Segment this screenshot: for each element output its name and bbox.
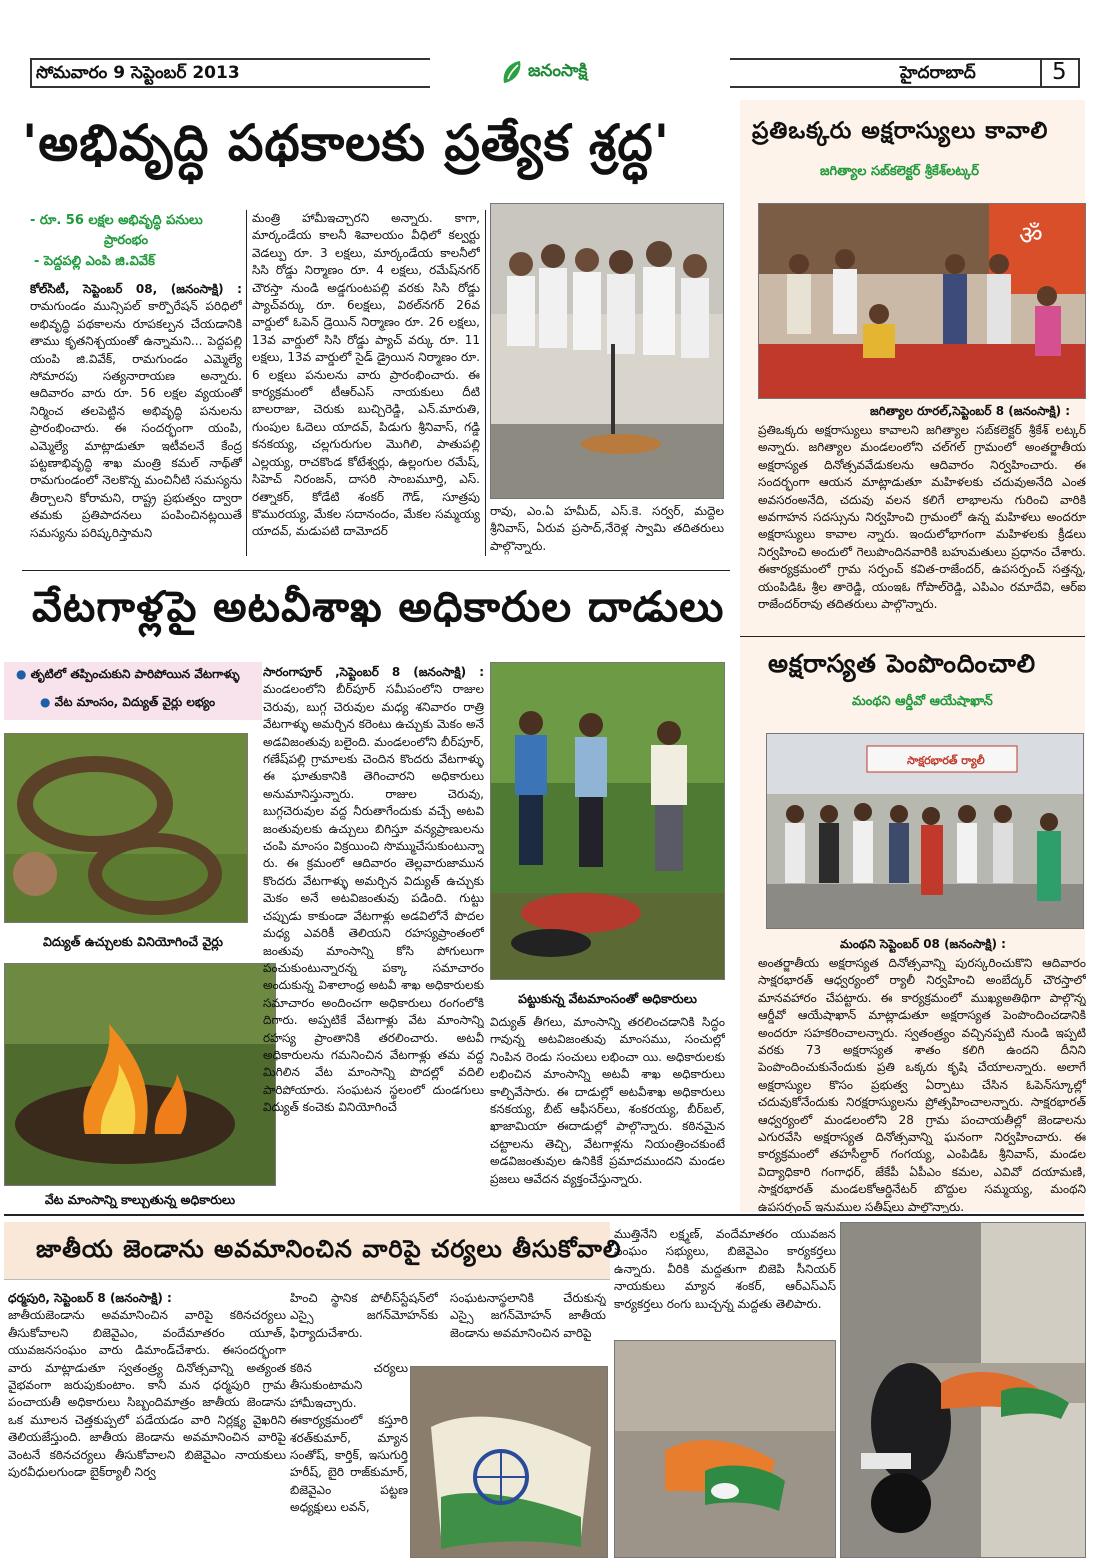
- story5-column-2b: సంఘటనాస్థలానికి చేరుకున్న ఎస్సై జగన్‌మోహన్ జాతీయ జెండాను అవమానించిన వారిపై: [450, 1291, 606, 1340]
- logo-emblem-icon: [500, 59, 526, 87]
- story2-body: ప్రతిఒక్కరు అక్షరాస్యులు కావాలని జగిత్యాల సబ్‌కలెక్టర్ శ్రీకేశ్ లట్కర్ అన్నారు. జగిత్యాల మండలంలోని చల్‌గల్ గ్రామంలో అంతర్జాతీయ అక్షరాస్యత దినోత్సవవేడుకలను ఆదివారం నిర్వహించారు. ఈ సందర్భంగా ఆయన మాట్లాడుతూ మహిళలకు చదువుఅనేది ఎంత అవసరంఅనేది, చదువు వలన కలిగే లాభాలను గురించి వారికి అవగాహన సదస్సును నిర్వహించి గ్రామంలో ఉన్న మహిళలు అందరూ అక్షరాస్యులు కావాల న్నారు. ఇందులోభాగంగా మహిళలకు క్రీడలు నిర్వహించి అందులో గెలుపొందినవారికి బహుమతులు ప్రధానం చేశారు. ఈకార్యక్రమంలో గ్రామ సర్పంచ్ కవిత-రాజేందర్, ఉపసర్పంచ్ సత్తన్న, యంపిడిఓ శ్రీల తారెడ్డి, యంఇఓ గోపాల్‌రెడ్డి, ఎపిఎం రమాదేవి, ఆర్‌ఐ రాజేందర్‌రావు తదితరులు పాల్గొన్నారు.: [758, 423, 1086, 612]
- photo-flag-in-trash-2: [614, 1340, 836, 1558]
- story5-text-1: జాతీయజెండాను అవమానించిన వారిపై కఠినచర్యలు తీసుకోవాలని బిజెవైఎం, వందేమాతరం యూత్, యువజనసంఘం వారు డిమాండ్‌చేశారు. ఈసందర్భంగా వారు మాట్లాడుతూ స్వతంత్ర్య దినోత్సవాన్ని అత్యంత వైభవంగా జరుపుకుంటాం. కానీ మన ధర్మపురి గ్రామ పంచాయతీ అధికారులు సిబ్బందిమాత్రం జాతీయ జెండాను ఒక మూలన చెత్తకుప్పలో పడేయడం వారి నిర్లక్ష్య వైఖరిని తెలియజేస్తుంది. జాతీయ జెండాను అవమానించిన వారిపై వెంటనే కఠినచర్యలు తీసుకోవాలని బిజెవైఎం నాయకులు పురవీధులగుండా బైక్‌ర్యాలీ నిర్వ: [8, 1308, 286, 1480]
- horizontal-rule: [22, 570, 730, 571]
- story3-bullet-2-text: వేట మాంసం, విద్యుత్ వైర్లు లభ్యం: [54, 695, 216, 709]
- photo-electric-wires: [4, 733, 248, 923]
- caption-burning-meat: వేట మాంసాన్ని కాల్చుతున్న అధికారులు: [44, 1192, 236, 1207]
- bullet-icon: ●: [16, 667, 31, 681]
- story3-text-1: మండలంలోని బీర్‌పూర్ సమీపంలోని రాజుల చెరువు, బుగ్గ చెరువుల మధ్య శనివారం రాత్రి వేటగాళ్ళు అమర్చిన కరెంటు ఉచ్చుకు మెకం అనే అడవిజంతువు బలైంది. మండలంలోని బీర్‌పూర్, గణేష్‌పల్లి గ్రామాలకు చెందిన కొందరు వేటగాళ్ళు ఈ ఘాతుకానికి తెగించారని అధికారులు అనుమానిస్తున్నారు. రాజుల చెరువు, బుగ్గచెరువుల వద్ద నీరుతాగేందుకు వచ్చే అటవి జంతువులకు ఉచ్చులు బిగిస్తూ వన్యప్రాణులను చంపి మాంసం విక్రయించి సొమ్ముచేసుకుంటున్నా రు. ఈ క్రమంలో ఆదివారం తెల్లవారుజామున కొందరు వేటగాళ్ళు అమర్చిన విద్యుత్ ఉచ్చుకు మెకం అనే అటవిజంతువు పడింది. గుట్టు చప్పుడు కాకుండా వేటగాళ్లు అడవిలోనే పొదల మధ్య ఎవరికీ తెలియని రహస్యప్రాంతంలో జంతువు మాంసాన్ని కోసి పోగులుగా పంచుకుంటున్నారన్న పక్కా సమాచారం అందుకున్న విశాలాంధ్ర అటవీ శాఖ అధికారులకు సమాచారం అందించగా అధికారులు రంగంలోకి దిగారు. అప్పటికే వేటగాళ్లు వేట మాంసాన్ని రహస్య ప్రాంతానికి తరలించారు. అటవీ అధికారులను గమనించిన వేటగాళ్లు తమ వద్ద మిగిలిన వేట మాంసాన్ని పొదల్లో వదిలి పారిపోయారు. సంఘటన స్థలంలో దుండగులు విద్యుత్ కంచెకు వినియోగించే: [263, 682, 484, 1115]
- photo-literacy-icon: [759, 204, 1086, 399]
- story1-column-3: రావు, ఎం.ఏ హమీద్, ఎస్.కె. సర్వర్, మద్దెల శ్రీనివాస్, ఏరువ ప్రసాద్,నేరెళ్ల స్వామి తదితరులు పాల్గొన్నారు.: [490, 504, 724, 553]
- story5-column-3: ముత్తినేని లక్ష్మణ్, వందేమాతరం యువజన సంఘం సభ్యులు, బిజెవైఎం కార్యకర్తలు ఉన్నారు. వీరికి మద్దతుగా బిజెపి సీనియర్ నాయకులు మ్యాన శంకర్, ఆర్‌ఎస్‌ఎస్ కార్యకర్తలు రంగు బుచ్చన్న మద్దతు తెలిపారు.: [614, 1227, 836, 1311]
- story2-dateline: జగిత్యాల రూరల్,సెప్టెంబర్ 8 (జనంసాక్షి) :: [870, 404, 1071, 418]
- story3-column-1: [263, 664, 484, 1204]
- story3-bullet-2: [40, 695, 215, 712]
- story3-column-2: విద్యుత్ తీగలు, మాంసాన్ని తరలించడానికి సిద్ధం గావున్న అటవిజంతువు మాంసము, సంచుల్లో నింపిన రెండు సంచులు లభించా యి. అధికారులకు లభించిన మాంసాన్ని అటవీ శాఖ అధికారులు కాల్చివేసారు. ఈ దాడుల్లో అటవీశాఖ అధికారులు కనకయ్య, బీట్ ఆఫీసర్‌లు, శంకరయ్య, బీర్‌బల్, ఖాజామియా ఈదాడుల్లో పాల్గొన్నారు. కఠినమైన చట్టాలను తెచ్చి, వేటగాళ్లను నియంత్రించకుంటే అడవిజంతువుల ఉనికికే ప్రమాదముందని మండల ప్రజలు ఆవేదన వ్యక్తంచేస్తున్నారు.: [490, 1015, 725, 1186]
- story4-dateline: మంథని సెప్టెంబర్ 08 (జనంసాక్షి) :: [840, 937, 1006, 951]
- story1-column-1: [30, 281, 242, 556]
- headline-poachers: వేటగాళ్లపై అటవీశాఖ అధికారుల దాడులు: [32, 582, 725, 631]
- photo-flag-in-trash-1: [410, 1366, 608, 1558]
- photo-wires-icon: [5, 734, 248, 923]
- caption-electric-wires: విద్యుత్ ఉచ్చులకు వినియోగించే వైర్లు: [43, 934, 223, 949]
- column-rule: [485, 210, 486, 556]
- svg-text:ॐ: ॐ: [1019, 221, 1043, 251]
- headline-development: 'అభివృద్ధి పథకాలకు ప్రత్యేక శ్రద్ధ': [22, 113, 671, 172]
- story1-column-2: మంత్రి హామీఇచ్చారని అన్నారు. కాగా, మార్కండేయ కాలనీ శివాలయం వీధిలో కల్వర్టు వెడల్పు రూ. 3 లక్షలు, మార్కండేయ కాలనీలో సిసి రోడ్డు నిర్మాణం రూ. 4 లక్షలు, రమేష్‌నగర్ చౌరస్తా నుండి అడ్డగుంటపల్లి వరకు సిసి రోడ్డు ప్యాచ్‌వర్కు రూ. 6లక్షలు, విఠల్‌నగర్ 26వ వార్డులో ఓపెన్ డ్రెయిన్ నిర్మాణం రూ. 26 లక్షలు, 13వ వార్డులో సిసి రోడ్డు ప్యాచ్ వర్కు రూ. 11 లక్షలు, 13వ వార్డులో సైడ్ డ్రైయిన నిర్మాణం రూ. 6 లక్షలు పనులను వారు ప్రారంభించారు. ఈ కార్యక్రమంలో టీఆర్‌ఎస్ నాయకులు దీటి బాలరాజు, చెరుకు బుచ్చిరెడ్డి, ఎన్.మారుతి, గుంపుల ఓదెలు యాదవ్, పిడుగు శ్రీనివాస్, గడ్డి కనకయ్య, చల్లగురుగుల మొగిలి, పాతుపల్లి ఎల్లయ్య, రాచకొండ కోటేశ్వర్లు, ఉల్లంగుల రమేష్, సిహెచ్ నిరంజన్, దాసరి సాంబమూర్తి, ఎస్. రత్నాకర్, కోడేటి శంకర్ గౌడ్, సూత్రపు కొమురయ్య, మేకల సదానందం, మేకల సమ్మయ్య యాదవ్, మడుపటి దామోదర్: [252, 211, 480, 539]
- headline-literacy-2: అక్షరాస్యత పెంపొందించాలి: [768, 649, 1037, 678]
- photo-flag-3-icon: [841, 1223, 1086, 1558]
- photo-burning-meat: [4, 963, 276, 1186]
- page-number-divider: [1040, 58, 1042, 88]
- story5-dateline: ధర్మపురి, సెప్టెంబర్ 8 (జనంసాక్షి) :: [8, 1291, 172, 1305]
- story4-subhead: మంథని ఆర్డీవో ఆయేషాఖాన్: [852, 694, 993, 709]
- story1-text-1: రామగుండం మున్సిపల్ కార్పొరేషన్ పరిధిలో అభివృద్ధి పథకాలను రూపకల్పన చేయడానికి తాము కృతనిశ్చయంతో ఉన్నామని... పెద్దపల్లి యంపి జి.వివేక్, రామగుండం ఎమ్మెల్యే సోమారపు సత్యనారాయణ అన్నారు. ఆదివారం వారు రూ. 56 లక్షల వ్యయంతో నిర్మించ తలపెట్టిన అభివృద్ధి పనులను ప్రారంభించారు. ఈ సందర్భంగా యంపి, ఎమ్మెల్యే మాట్లాడుతూ ఇటీవలనే కేంద్ర పట్టణాభివృద్ధి శాఖ మంత్రి కమల్ నాథ్‌తో రామగుండంలో నెలకొన్న మంచినీటి సమస్యను తీర్చాలని కోరామని, రాష్ట్ర ప్రభుత్వం ద్వారా తమకు ప్రతిపాదనలు పంపించినట్లయితే సమస్యను పరిష్కరిస్తామని: [30, 299, 242, 540]
- photo-flag-on-road: [840, 1222, 1086, 1558]
- story3-dateline: సారంగాపూర్ ,సెప్టెంబర్ 8 (జనంసాక్షి) :: [263, 665, 484, 679]
- photo-flag-1-icon: [411, 1367, 608, 1558]
- story5-column-2a: హించి స్థానిక పోలీస్‌స్టేషన్‌లో ఎస్సై జగన్‌మోహన్‌కు ఫిర్యాదుచేశారు.: [290, 1291, 438, 1340]
- photo-fire-icon: [5, 964, 276, 1186]
- story4-body: అంతర్జాతీయ అక్షరాస్యత దినోత్సవాన్ని పురస్కరించుకొని ఆదివారం సాక్షరభారత్ ఆధ్వర్యంలో ర్యాలీ నిర్వహించి అంబేద్కర్ చౌరస్తాలో మానవహారం చేపట్టారు. ఈ కార్యక్రమంలో ముఖ్యఅతిథిగా పాల్గొన్న ఆర్డీవో ఆయేషాఖాన్ మాట్లాడుతూ అక్షరాస్యత పెంపొందించడానికి అందరూ సహకరించాలన్నారు. స్వతంత్ర్యం వచ్చినప్పటి నుండి ఇప్పటి వరకు 73 అక్షరాస్యత శాతం కలిగి ఉందని దీనిని పెంపొందించుకునేందుకు ప్రతి ఒక్కరు కృషి చేయాలన్నారు. అలాగే అక్షరాస్యుల కొసం ప్రభుత్వ ఏర్పాటు చేసిన ఓపెన్‌స్కూల్లో చదువుకోనేందుకు నిరక్షరాస్యులను ప్రోత్సహించాలన్నారు. సాక్షరభారత్ ఆధ్వర్యంలో మండలంలోని 28 గ్రామ పంచాయతీల్లో జెండాలను ఎగురవేసి అక్షరాస్యత దినోత్సవాన్ని ఘనంగా నిర్వహించారు. ఈ కార్యక్రమంలో తహసీల్దార్ గంగయ్య, ఎంపిడిఓ శ్రీనివాస్, మండల విద్యాధికారి గంగాధర్, జేకేపీ ఏపీఎం కమల, ఎవివో దయామణి, సాక్షరభారత్ మండలకోఆర్డినేటర్ బొద్దుల సమ్మయ్య, మంథని ఉపసర్పంచ్ ఇనుముల సతీష్‌లు పాల్గొన్నారు.: [758, 956, 1086, 1213]
- story1-dateline: కోల్‌సిటీ, సెప్టెంబర్ 08, (జనంసాక్షి) :: [30, 282, 242, 296]
- photo-rally-icon: [767, 734, 1084, 929]
- headline-literacy-1: ప్రతిఒక్కరు అక్షరాస్యులు కావాలి: [752, 117, 1049, 144]
- horizontal-rule: [740, 636, 1085, 637]
- horizontal-rule: [4, 1214, 1084, 1216]
- story3-bullet-1-text: తృటిలో తప్పించుకుని పారిపోయిన వేటగాళ్ళు: [30, 667, 240, 681]
- photo-forest-icon: [491, 663, 725, 980]
- story5-column-1: [8, 1290, 286, 1558]
- logo: [500, 58, 620, 88]
- story2-subhead: జగిత్యాల సబ్‌కలెక్టర్ శ్రీకేశ్‌లట్కర్: [820, 164, 980, 179]
- city-name: హైదరాబాద్: [900, 63, 976, 83]
- photo-literacy-rally: [766, 733, 1084, 929]
- photo-inauguration-icon: [491, 204, 724, 499]
- photo-literacy-event: [758, 203, 1086, 399]
- photo-mp-inauguration: [490, 203, 724, 499]
- story1-subhead-3: - పెద్దపల్లి ఎంపి జి.వివేక్: [34, 254, 155, 269]
- rally-banner-text: సాక్షరభారత్ ర్యాలీ: [907, 754, 985, 767]
- headline-flag-insult: జాతీయ జెండాను అవమానించిన వారిపై చర్యలు తీసుకోవాలి: [36, 1234, 622, 1263]
- story5-column-2c: కఠిన చర్యలు తీసుకుంటామని హామీఇచ్చారు. ఈకార్యక్రమంలో కస్తూరి శరత్‌కుమార్, మ్యాన సంతోష్, కార్తిక్, ఇసుగుర్తి హరీష్, బైరి రాజ్‌కుమార్, బిజెవైఎం పట్టణ అధ్యక్షులు లవన్,: [290, 1361, 408, 1515]
- logo-wordmark: జనంసాక్షి: [528, 61, 588, 81]
- bullet-icon: ●: [40, 695, 55, 709]
- issue-date: సోమవారం 9 సెప్టెంబర్ 2013: [36, 63, 240, 83]
- masthead: [30, 58, 1080, 90]
- story3-bullet-1: [16, 667, 240, 684]
- story1-subhead-2: ప్రారంభం: [104, 233, 149, 248]
- page-number: 5: [1052, 59, 1067, 85]
- photo-forest-officials: [490, 662, 725, 980]
- story1-subhead-1: - రూ. 56 లక్షల అభివృద్ధి పనులు: [30, 213, 203, 228]
- photo-flag-2-icon: [615, 1341, 836, 1558]
- column-rule: [246, 210, 247, 556]
- caption-forest-officials: పట్టుకున్న వేటమాంసంతో అధికారులు: [518, 991, 697, 1006]
